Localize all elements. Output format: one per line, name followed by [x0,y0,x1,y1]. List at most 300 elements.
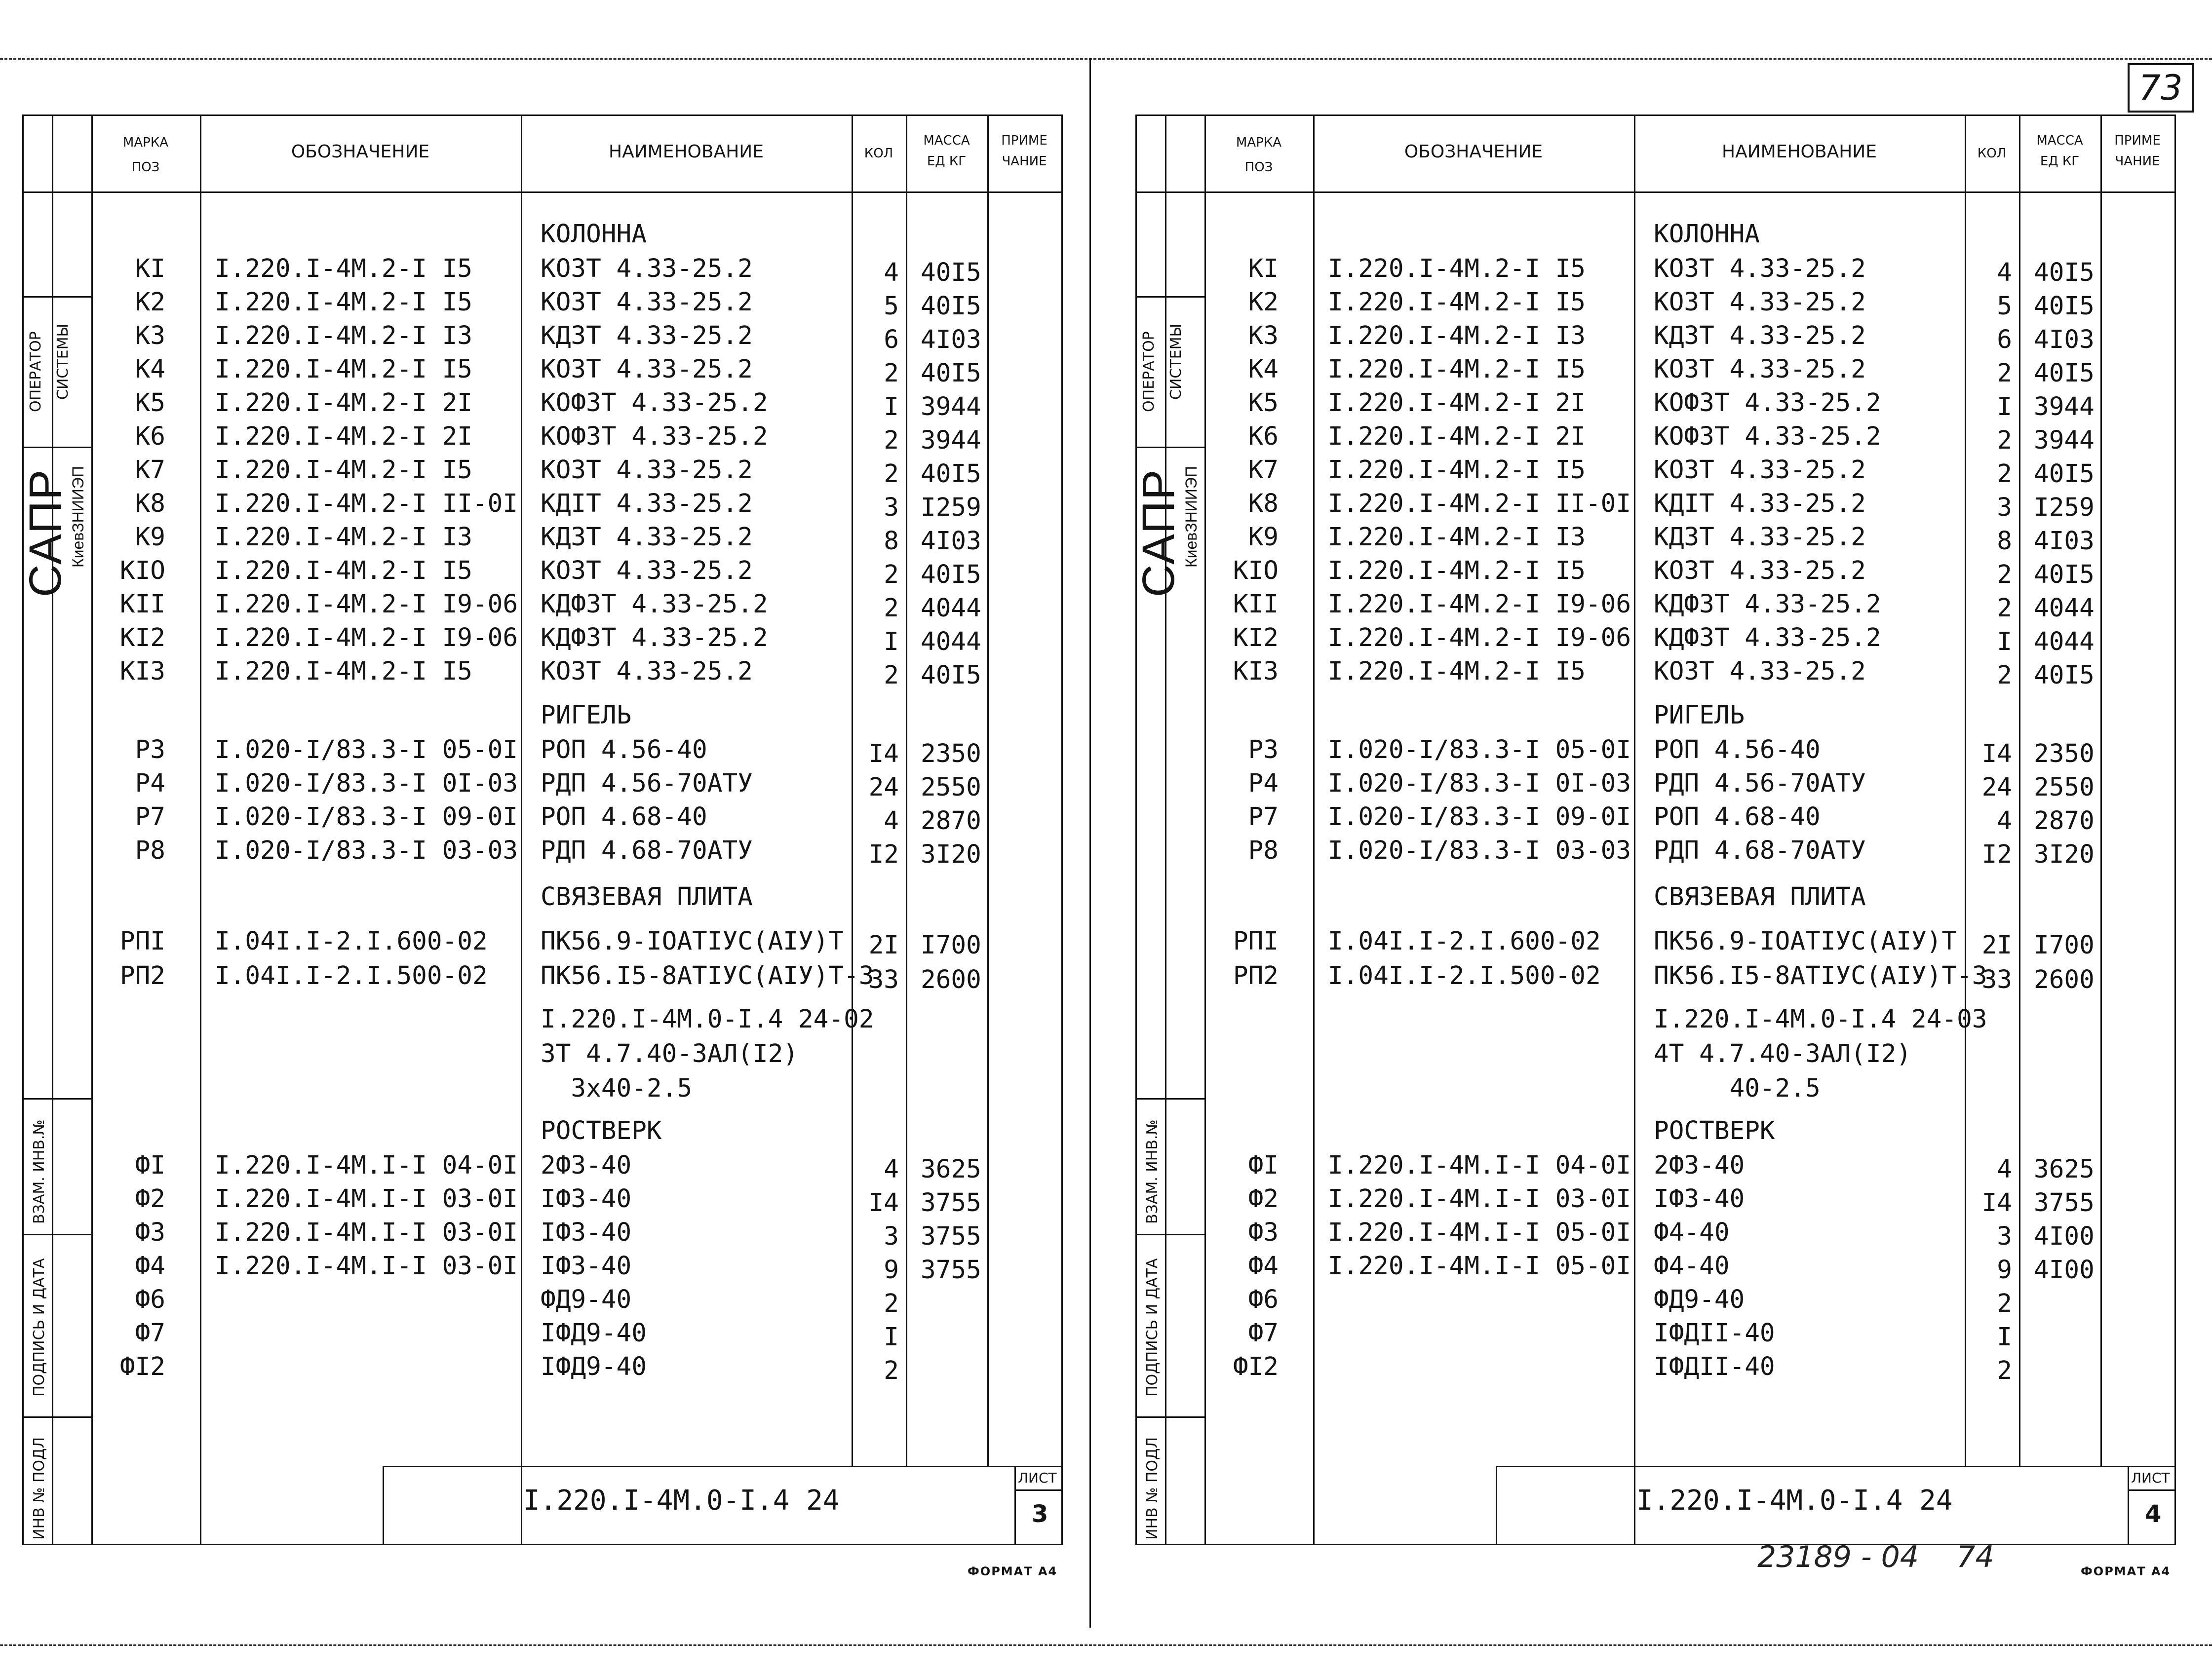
row-qty: 4 [884,1155,899,1184]
row-mass: 3755 [921,1188,981,1218]
row-mark: РПI [1233,927,1279,956]
row-name: КОЗТ 4.33-25.2 [1654,657,1866,686]
row-qty: 33 [868,965,899,994]
side-sapr-label: САПР [20,468,71,597]
row-mass: 3755 [2034,1188,2095,1218]
row-qty: 4 [884,806,899,836]
row-name: РОП 4.68-40 [1654,802,1821,832]
row-qty: 3 [884,1222,899,1251]
row-name: РОСТВЕРК [1654,1116,1775,1145]
row-name: I.220.I-4M.0-I.4 24-02 [541,1005,874,1034]
sheet-number: 4 [2145,1500,2162,1528]
row-mass: 40I5 [2034,359,2095,388]
row-mark: Р8 [135,836,165,865]
row-mark: Р4 [1248,769,1279,798]
row-designation: I.04I.I-2.I.500-02 [1328,961,1601,990]
row-designation: I.220.I-4M.2-I I5 [215,355,472,384]
col-line-note [2174,114,2176,1544]
row-qty: 4 [1997,258,2012,287]
row-name: РДП 4.68-70АТУ [1654,836,1866,865]
row-designation: I.220.I-4M.2-I I9-06 [215,590,518,619]
row-mark: РП2 [1233,961,1279,990]
row-mark: Ф6 [1248,1285,1279,1314]
row-mass: 4044 [2034,627,2095,656]
row-designation: I.220.I-4M.2-I I5 [1328,254,1586,283]
row-designation: I.220.I-4M.2-I II-0I [1328,489,1631,518]
row-mass: 40I5 [2034,560,2095,589]
row-mass: 4I00 [2034,1256,2095,1285]
row-name: РОСТВЕРК [541,1116,662,1145]
row-mass: 40I5 [921,560,981,589]
row-qty: I [1997,627,2012,656]
row-mark: КIO [119,556,165,585]
row-mark: КIO [1233,556,1279,585]
row-name: I.220.I-4M.0-I.4 24-03 [1654,1005,1987,1034]
row-designation: I.220.I-4M.2-I I5 [215,254,472,283]
title-block-left [1496,1466,1497,1544]
row-mass: 40I5 [2034,292,2095,321]
row-mass: 2600 [921,965,981,994]
row-mass: 4I03 [921,527,981,556]
row-qty: 2 [884,426,899,455]
row-mass: 4044 [2034,594,2095,623]
row-name: КДФЗТ 4.33-25.2 [541,623,768,652]
row-mark: К6 [1248,422,1279,451]
sheet-label: ЛИСТ [1018,1470,1057,1486]
row-mark: КI [135,254,165,283]
side-divider [1135,296,1204,298]
row-mark: КII [119,590,165,619]
row-name: КОЗТ 4.33-25.2 [541,355,753,384]
frame-top-line [1135,114,2174,116]
sheet-label-line [2128,1489,2174,1491]
row-designation: I.020-I/83.3-I 0I-03 [1328,769,1631,798]
row-designation: I.220.I-4M.2-I I3 [1328,321,1586,350]
row-name: КОФЗТ 4.33-25.2 [1654,388,1881,418]
header-designation: ОБОЗНАЧЕНИЕ [1404,142,1543,162]
row-designation: I.220.I-4M.2-I I5 [215,456,472,485]
row-name: Ф4-40 [1654,1218,1730,1247]
row-qty: 2 [1997,459,2012,489]
row-mark: КI3 [1233,657,1279,686]
row-qty: 3 [884,493,899,522]
header-designation: ОБОЗНАЧЕНИЕ [291,142,430,162]
row-qty: I2 [868,840,899,869]
row-qty: 4 [884,258,899,287]
row-mark: ФI [1248,1151,1279,1180]
row-name: КОЗТ 4.33-25.2 [541,254,753,283]
row-mass: 2870 [921,806,981,836]
side-inv-label: ИНВ № ПОДЛ [31,1437,48,1540]
row-mark: К5 [135,388,165,418]
row-name: РДП 4.56-70АТУ [541,769,753,798]
row-qty: 2 [884,1356,899,1385]
row-qty: 2 [1997,661,2012,690]
row-qty: 2 [1997,1289,2012,1318]
col-line-designation [1634,114,1635,1544]
row-mark: Ф7 [135,1319,165,1348]
row-qty: 2 [884,459,899,489]
row-designation: I.220.I-4M.I-I 05-0I [1328,1218,1631,1247]
row-mark: Ф2 [135,1184,165,1214]
row-qty: 2I [868,931,899,960]
row-mark: К3 [135,321,165,350]
row-designation: I.020-I/83.3-I 09-0I [215,802,518,832]
row-name: РДП 4.68-70АТУ [541,836,753,865]
row-designation: I.020-I/83.3-I 03-03 [1328,836,1631,865]
title-block-sheet-line [2128,1466,2129,1544]
header-note: ПРИМЕ [2114,133,2161,148]
row-mark: ФI2 [119,1352,165,1381]
row-mark: КI2 [119,623,165,652]
row-mark: Р8 [1248,836,1279,865]
row-qty: 3 [1997,1222,2012,1251]
row-mark: Р3 [1248,735,1279,764]
row-mass: 3625 [921,1155,981,1184]
sheet-label: ЛИСТ [2131,1470,2170,1486]
row-mass: 4I00 [2034,1222,2095,1251]
row-designation: I.220.I-4M.2-I I3 [1328,523,1586,552]
row-name: КОФЗТ 4.33-25.2 [541,422,768,451]
row-mark: Ф2 [1248,1184,1279,1214]
row-name: КОЗТ 4.33-25.2 [1654,556,1866,585]
row-designation: I.04I.I-2.I.500-02 [215,961,488,990]
side-operator-label: ОПЕРАТОР [27,331,44,412]
col-line-mark [1313,114,1315,1544]
row-name: КДЗТ 4.33-25.2 [541,321,753,350]
row-qty: 8 [1997,527,2012,556]
row-mass: 40I5 [921,661,981,690]
row-designation: I.220.I-4M.I-I 05-0I [1328,1252,1631,1281]
row-mass: 3944 [921,392,981,421]
row-qty: 6 [1997,325,2012,354]
row-mark: КII [1233,590,1279,619]
row-designation: I.020-I/83.3-I 05-0I [1328,735,1631,764]
row-name: КОЗТ 4.33-25.2 [1654,288,1866,317]
header-name: НАИМЕНОВАНИЕ [1722,142,1877,162]
header-name: НАИМЕНОВАНИЕ [609,142,764,162]
row-qty: I [1997,392,2012,421]
row-designation: I.220.I-4M.2-I I9-06 [1328,623,1631,652]
row-mark: Р4 [135,769,165,798]
row-mark: К4 [1248,355,1279,384]
row-mark: К4 [135,355,165,384]
header-mass-unit: ЕД КГ [927,154,967,169]
row-qty: 5 [1997,292,2012,321]
row-qty: 2 [1997,426,2012,455]
row-mark: ФI2 [1233,1352,1279,1381]
side-operator-label: ОПЕРАТОР [1140,331,1158,412]
row-mass: I259 [2034,493,2095,522]
row-name: КОЛОННА [541,220,647,249]
row-mass: I700 [2034,931,2095,960]
row-name: КОЛОННА [1654,220,1760,249]
row-qty: 6 [884,325,899,354]
row-mass: 2350 [921,739,981,768]
row-name: ПК56.I5-8ATIУС(AIУ)Т-3 [1654,961,1987,990]
row-mark: Ф4 [135,1252,165,1281]
row-mass: 3I20 [921,840,981,869]
row-name: 4Т 4.7.40-3АЛ(I2) [1654,1039,1911,1068]
row-mass: 4044 [921,627,981,656]
row-qty: 2 [1997,1356,2012,1385]
row-mass: I700 [921,931,981,960]
row-name: СВЯЗЕВАЯ ПЛИТА [1654,882,1866,912]
row-name: КОФЗТ 4.33-25.2 [541,388,768,418]
row-name: КОЗТ 4.33-25.2 [1654,456,1866,485]
row-qty: 3 [1997,493,2012,522]
row-mark: РПI [119,927,165,956]
row-mass: 3625 [2034,1155,2095,1184]
row-name: КДЗТ 4.33-25.2 [1654,523,1866,552]
row-mark: РП2 [119,961,165,990]
row-mark: К5 [1248,388,1279,418]
row-mass: 40I5 [2034,459,2095,489]
row-mass: 4I03 [2034,527,2095,556]
header-mark: МАРКА [1236,135,1282,150]
row-mark: К6 [135,422,165,451]
row-name: IФ3-40 [541,1252,632,1281]
row-qty: 5 [884,292,899,321]
row-designation: I.220.I-4M.2-I I5 [1328,456,1586,485]
row-mass: 4I03 [2034,325,2095,354]
row-designation: I.020-I/83.3-I 0I-03 [215,769,518,798]
row-qty: 8 [884,527,899,556]
row-name: ПК56.9-IOATIУС(AIУ)Т [541,927,844,956]
row-mass: 3755 [921,1256,981,1285]
header-note-2: ЧАНИЕ [2115,154,2160,169]
row-mark: Р7 [1248,802,1279,832]
row-name: ПК56.I5-8ATIУС(AIУ)Т-3 [541,961,874,990]
corner-page-number: 73 [2128,63,2194,113]
side-inv-label: ИНВ № ПОДЛ [1144,1437,1161,1540]
header-note-2: ЧАНИЕ [1002,154,1047,169]
row-name: КОЗТ 4.33-25.2 [1654,355,1866,384]
row-name: IФД9-40 [541,1352,647,1381]
row-designation: I.220.I-4M.I-I 04-0I [1328,1151,1631,1180]
row-mark: Ф6 [135,1285,165,1314]
header-mass: МАССА [923,133,970,148]
row-mass: 40I5 [2034,661,2095,690]
header-pos: ПОЗ [131,160,160,175]
row-mark: Р7 [135,802,165,832]
side-system-label: СИСТЕМЫ [1167,324,1185,400]
row-mass: I259 [921,493,981,522]
row-name: Ф4-40 [1654,1252,1730,1281]
header-mass: МАССА [2036,133,2083,148]
row-mark: Ф7 [1248,1319,1279,1348]
row-mark: К7 [135,456,165,485]
title-block-top [1496,1466,2174,1467]
row-name: РИГЕЛЬ [1654,701,1745,730]
document-number: I.220.I-4M.0-I.4 24 [523,1485,840,1517]
handwritten-archive-number: 23189 - 04 74 [1757,1540,1994,1574]
header-qty: КОЛ [864,146,893,161]
row-designation: I.220.I-4M.2-I 2I [215,422,472,451]
row-designation: I.020-I/83.3-I 03-03 [215,836,518,865]
row-mark: К3 [1248,321,1279,350]
row-name: КОЗТ 4.33-25.2 [541,556,753,585]
header-qty: КОЛ [1977,146,2007,161]
row-qty: 2 [884,560,899,589]
sheet-number: 3 [1032,1500,1048,1528]
row-mark: К9 [1248,523,1279,552]
row-mass: 3I20 [2034,840,2095,869]
row-qty: I4 [868,739,899,768]
row-qty: 2 [884,359,899,388]
row-mass: 2350 [2034,739,2095,768]
row-designation: I.220.I-4M.2-I I5 [1328,288,1586,317]
row-designation: I.220.I-4M.I-I 03-0I [215,1218,518,1247]
row-mass: 3944 [2034,392,2095,421]
row-mass: 4044 [921,594,981,623]
side-podpis-label: ПОДПИСЬ И ДАТА [31,1258,48,1397]
row-qty: 2 [1997,594,2012,623]
row-name: КОЗТ 4.33-25.2 [1654,254,1866,283]
row-name: КДЗТ 4.33-25.2 [541,523,753,552]
row-name: РОП 4.56-40 [541,735,707,764]
row-name: КОЗТ 4.33-25.2 [541,657,753,686]
row-designation: I.220.I-4M.2-I I3 [215,321,472,350]
row-name: IФ3-40 [541,1218,632,1247]
row-designation: I.220.I-4M.2-I I5 [215,288,472,317]
format-label: ФОРМАТ А4 [968,1564,1058,1578]
row-mass: 40I5 [921,459,981,489]
row-designation: I.220.I-4M.2-I II-0I [215,489,518,518]
row-mark: КI2 [1233,623,1279,652]
row-name: РОП 4.56-40 [1654,735,1821,764]
row-designation: I.020-I/83.3-I 09-0I [1328,802,1631,832]
row-mark: ФI [135,1151,165,1180]
side-podpis-label: ПОДПИСЬ И ДАТА [1144,1258,1161,1397]
row-name: IФДII-40 [1654,1319,1775,1348]
row-name: РИГЕЛЬ [541,701,632,730]
row-designation: I.220.I-4M.2-I I9-06 [1328,590,1631,619]
row-qty: I2 [1981,840,2012,869]
row-designation: I.220.I-4M.2-I I3 [215,523,472,552]
row-designation: I.04I.I-2.I.600-02 [1328,927,1601,956]
row-mark: К9 [135,523,165,552]
side-vzam-label: ВЗАМ. ИНВ.№ [1144,1119,1161,1224]
row-name: КДФЗТ 4.33-25.2 [1654,590,1881,619]
row-qty: 33 [1981,965,2012,994]
row-mass: 4I03 [921,325,981,354]
row-name: КДФЗТ 4.33-25.2 [1654,623,1881,652]
row-qty: I [884,627,899,656]
header-bottom-line [1135,191,2174,193]
row-mass: 3944 [2034,426,2095,455]
row-name: ФД9-40 [541,1285,632,1314]
row-mass: 3755 [921,1222,981,1251]
row-name: 3Т 4.7.40-3АЛ(I2) [541,1039,798,1068]
side-divider [1135,1416,1204,1418]
row-name: ПК56.9-IOATIУС(AIУ)Т [1654,927,1957,956]
row-mark: Ф3 [1248,1218,1279,1247]
row-designation: I.220.I-4M.I-I 04-0I [215,1151,518,1180]
row-mark: КI3 [119,657,165,686]
row-mark: К7 [1248,456,1279,485]
header-mass-unit: ЕД КГ [2040,154,2080,169]
row-name: 40-2.5 [1654,1074,1821,1103]
row-qty: I [884,392,899,421]
side-kiev-label: КиевЗНИИЭП [1182,466,1200,568]
row-mark: КI [1248,254,1279,283]
row-qty: 2I [1981,931,2012,960]
row-qty: 4 [1997,806,2012,836]
row-name: 3х40-2.5 [541,1074,693,1103]
row-qty: 9 [884,1256,899,1285]
row-mark: К8 [135,489,165,518]
row-mark: К2 [135,288,165,317]
row-mark: Р3 [135,735,165,764]
row-mass: 40I5 [921,359,981,388]
row-qty: I4 [1981,739,2012,768]
row-designation: I.020-I/83.3-I 05-0I [215,735,518,764]
row-name: КОФЗТ 4.33-25.2 [1654,422,1881,451]
row-name: КДФЗТ 4.33-25.2 [541,590,768,619]
row-name: КДIТ 4.33-25.2 [541,489,753,518]
header-mark: МАРКА [122,135,169,150]
row-mass: 40I5 [921,292,981,321]
row-name: СВЯЗЕВАЯ ПЛИТА [541,882,753,912]
row-name: КОЗТ 4.33-25.2 [541,456,753,485]
header-note: ПРИМЕ [1001,133,1048,148]
side-divider [1135,1098,1204,1100]
row-mass: 2870 [2034,806,2095,836]
row-mark: К8 [1248,489,1279,518]
row-mass: 40I5 [2034,258,2095,287]
col-line-mass [2100,114,2102,1466]
row-designation: I.220.I-4M.2-I I9-06 [215,623,518,652]
row-name: 2Ф3-40 [541,1151,632,1180]
row-designation: I.220.I-4M.2-I 2I [1328,422,1586,451]
row-designation: I.220.I-4M.2-I I5 [215,556,472,585]
frame-bottom-line [1135,1544,2176,1545]
row-qty: I4 [1981,1188,2012,1218]
row-name: IФДII-40 [1654,1352,1775,1381]
row-name: РОП 4.68-40 [541,802,707,832]
row-name: 2Ф3-40 [1654,1151,1745,1180]
row-mass: 2550 [2034,773,2095,802]
row-qty: I [1997,1323,2012,1352]
side-system-label: СИСТЕМЫ [54,324,72,400]
side-vzam-label: ВЗАМ. ИНВ.№ [31,1119,48,1224]
row-name: IФ3-40 [1654,1184,1745,1214]
row-mass: 2550 [921,773,981,802]
row-name: КДIТ 4.33-25.2 [1654,489,1866,518]
col-line-qty [2019,114,2020,1466]
side-sapr-label: САПР [1133,468,1184,597]
row-qty: 2 [1997,359,2012,388]
row-designation: I.220.I-4M.I-I 03-0I [215,1184,518,1214]
row-name: IФ3-40 [541,1184,632,1214]
row-qty: 24 [868,773,899,802]
row-qty: 9 [1997,1256,2012,1285]
row-qty: 2 [884,1289,899,1318]
row-mass: 2600 [2034,965,2095,994]
row-designation: I.220.I-4M.2-I I5 [1328,657,1586,686]
row-mass: 3944 [921,426,981,455]
row-qty: I [884,1323,899,1352]
row-designation: I.220.I-4M.2-I 2I [1328,388,1586,418]
row-mass: 40I5 [921,258,981,287]
row-designation: I.220.I-4M.2-I 2I [215,388,472,418]
row-qty: I4 [868,1188,899,1218]
row-designation: I.220.I-4M.2-I I5 [1328,355,1586,384]
row-qty: 4 [1997,1155,2012,1184]
row-qty: 2 [884,661,899,690]
row-name: IФД9-40 [541,1319,647,1348]
